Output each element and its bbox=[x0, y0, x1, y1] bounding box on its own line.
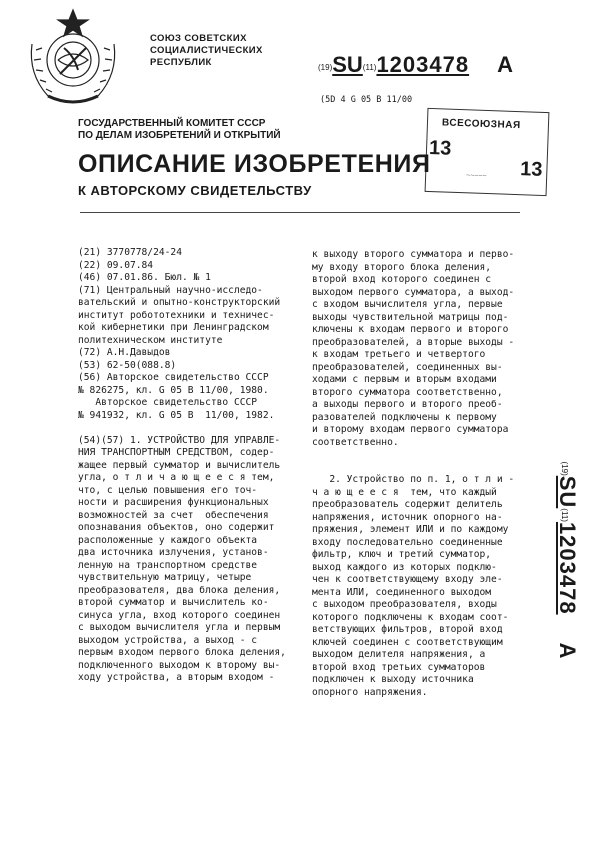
committee-name bbox=[78, 118, 418, 142]
left-text-line: возможностей за счет обеспечения bbox=[78, 509, 269, 521]
org-line-1: СОЮЗ СОВЕТСКИХ bbox=[150, 33, 247, 44]
right-text-line: которого подключены к входам соот- bbox=[312, 611, 509, 623]
right-text-line: преобразователей, соединенных вы- bbox=[312, 361, 503, 373]
side-number-prefix: (11) bbox=[560, 508, 569, 522]
right-text-line: преобразователь содержит делитель bbox=[312, 499, 503, 510]
org-line-3: РЕСПУБЛИК bbox=[150, 57, 212, 68]
right-text-line: разователей подключены к первому bbox=[312, 411, 497, 423]
right-column bbox=[312, 249, 522, 699]
left-text-line: выходом устройства, а выход - с bbox=[78, 634, 258, 646]
left-text-line: ленную на транспортном средстве bbox=[78, 559, 258, 571]
left-text-line: Авторское свидетельство СССР bbox=[78, 397, 258, 408]
left-text-line: чувствительную матрицу, четыре bbox=[78, 572, 252, 583]
left-text-line: (21) 3770778/24-24 bbox=[78, 247, 182, 258]
left-text-line: два источника излучения, установ- bbox=[78, 547, 269, 558]
right-text-line: му входу второго блока деления, bbox=[312, 261, 492, 273]
left-text-line: опознавания объектов, оно содержит bbox=[78, 522, 275, 533]
left-text-line: (53) 62-50(088.8) bbox=[78, 359, 177, 371]
left-text-line: синуса угла, вход которого соединен bbox=[78, 609, 281, 621]
left-column bbox=[78, 247, 293, 685]
right-text-line: второй вход которого соединен с bbox=[312, 274, 492, 285]
right-text-line: ходами с первым и вторым входами bbox=[312, 374, 497, 385]
left-text-line: (54)(57) 1. УСТРОЙСТВО ДЛЯ УПРАВЛЕ- bbox=[78, 434, 281, 446]
left-text-line: (56) Авторское свидетельство СССР bbox=[78, 372, 269, 383]
right-text-line: 2. Устройство по п. 1, о т л и - bbox=[312, 474, 515, 485]
number-prefix: (11) bbox=[362, 63, 377, 72]
kind-code: A bbox=[497, 52, 513, 77]
state-emblem-icon bbox=[18, 4, 128, 112]
right-text-line: ключей соединен с соответствующим bbox=[312, 636, 503, 648]
left-text-line: вательский и опытно-конструкторский bbox=[78, 297, 281, 308]
document-subtitle: К АВТОРСКОМУ СВИДЕТЕЛЬСТВУ bbox=[78, 183, 312, 198]
left-text-line: жащее первый сумматор и вычислитель bbox=[78, 459, 281, 471]
right-text-line: ч а ю щ е е с я тем, что каждый bbox=[312, 486, 497, 498]
ipc-classification: (5D 4 G 05 B 11/00 bbox=[320, 95, 413, 105]
left-text-line: (71) Центральный научно-исследо- bbox=[78, 284, 263, 296]
left-text-line: институт робототехники и техничес- bbox=[78, 309, 275, 321]
right-text-line: второго сумматора соответственно, bbox=[312, 386, 503, 398]
left-text-line: (22) 09.07.84 bbox=[78, 259, 154, 271]
right-text-line: пряжения, элемент ИЛИ и по каждому bbox=[312, 524, 509, 535]
header-divider bbox=[80, 212, 520, 213]
left-text-line: ности и расширения функциональных bbox=[78, 497, 269, 508]
right-text-line: опорного напряжения. bbox=[312, 686, 428, 698]
side-country-code: SU bbox=[555, 475, 580, 509]
left-text-line: угла, о т л и ч а ю щ е е с я тем, bbox=[78, 472, 275, 483]
right-text-line: второй вход третьих сумматоров bbox=[312, 661, 486, 673]
right-text-line bbox=[312, 462, 522, 475]
left-text-line: (72) А.Н.Давыдов bbox=[78, 347, 171, 358]
stamp-word: ВСЕСОЮЗНАЯ bbox=[441, 117, 521, 132]
right-text-line: преобразователей, а вторые выходы - bbox=[312, 336, 515, 348]
document-title: ОПИСАНИЕ ИЗОБРЕТЕНИЯ bbox=[78, 150, 431, 178]
left-text-line: НИЯ ТРАНСПОРТНЫМ СРЕДСТВОМ, содер- bbox=[78, 447, 275, 458]
left-text-line: подключенного выходом к второму вы- bbox=[78, 659, 281, 671]
left-text-line: преобразователя, два блока деления, bbox=[78, 584, 281, 596]
side-patent-number bbox=[542, 410, 592, 710]
stamp-mark: ~~~~~ bbox=[466, 172, 487, 180]
right-text-line: чен к соответствующему входу эле- bbox=[312, 574, 503, 585]
right-text-line: выходом первого сумматора, а выход- bbox=[312, 286, 515, 298]
right-text-line: подключен к выходу источника bbox=[312, 674, 474, 685]
patent-number-heading bbox=[318, 52, 513, 78]
left-text-line: ходу устройства, а вторым входом - bbox=[78, 672, 275, 683]
patent-prefix: (19) bbox=[318, 63, 333, 72]
right-text-line: ветствующих фильтров, второй вход bbox=[312, 624, 503, 635]
patent-number: 1203478 bbox=[376, 52, 470, 77]
right-text-line: ключены к входам первого и второго bbox=[312, 324, 509, 335]
right-text-line: к входам третьего и четвертого bbox=[312, 349, 486, 360]
left-text-line bbox=[78, 422, 293, 435]
committee-line-2: ПО ДЕЛАМ ИЗОБРЕТЕНИЙ И ОТКРЫТИЙ bbox=[78, 130, 281, 141]
side-patent-number-value: 1203478 bbox=[555, 521, 580, 615]
side-kind-code: A bbox=[555, 642, 580, 659]
left-text-line: второй сумматор и вычислитель ко- bbox=[78, 597, 269, 608]
country-code: SU bbox=[332, 52, 363, 77]
org-line-2: СОЦИАЛИСТИЧЕСКИХ bbox=[150, 45, 263, 56]
left-text-line: (46) 07.01.86. Бюл. № 1 bbox=[78, 272, 211, 283]
left-text-line: с выходом вычислителя угла и первым bbox=[78, 622, 281, 633]
right-text-line: с выходом преобразователя, входы bbox=[312, 599, 497, 610]
right-text-line: с входом вычислителя угла, первые bbox=[312, 299, 503, 310]
right-text-line: входу последовательно соединенные bbox=[312, 536, 503, 548]
right-text-line: к выходу второго сумматора и перво- bbox=[312, 249, 515, 260]
right-text-line bbox=[312, 449, 522, 462]
left-text-line: расположенные у каждого объекта bbox=[78, 534, 258, 546]
right-text-line: выходом делителя напряжения, а bbox=[312, 649, 486, 660]
right-text-line: соответственно. bbox=[312, 436, 399, 448]
stamp-number-right: 13 bbox=[519, 158, 543, 181]
right-text-line: напряжения, источник опорного на- bbox=[312, 511, 503, 523]
left-text-line: что, с целью повышения его точ- bbox=[78, 484, 258, 496]
left-text-line: № 826275, кл. G 05 B 11/00, 1980. bbox=[78, 384, 269, 396]
stamp-number-left: 13 bbox=[428, 136, 452, 160]
right-text-line: фильтр, ключ и третий сумматор, bbox=[312, 549, 492, 560]
left-text-line: № 941932, кл. G 05 B 11/00, 1982. bbox=[78, 409, 275, 421]
library-stamp bbox=[425, 108, 550, 196]
left-text-line: политехническом институте bbox=[78, 334, 223, 346]
left-text-line: первым входом первого блока деления, bbox=[78, 647, 286, 658]
left-text-line: кой кибернетики при Ленинградском bbox=[78, 322, 269, 333]
right-text-line: выходы чувствительной матрицы под- bbox=[312, 311, 509, 323]
right-text-line: и второму входам первого сумматора bbox=[312, 424, 509, 435]
right-text-line: мента ИЛИ, соединенного выходом bbox=[312, 586, 492, 598]
committee-line-1: ГОСУДАРСТВЕННЫЙ КОМИТЕТ СССР bbox=[78, 118, 266, 129]
right-text-line: выход каждого из которых подклю- bbox=[312, 561, 497, 573]
side-patent-prefix: (19) bbox=[560, 461, 569, 476]
right-text-line: а выходы первого и второго преоб- bbox=[312, 399, 503, 410]
